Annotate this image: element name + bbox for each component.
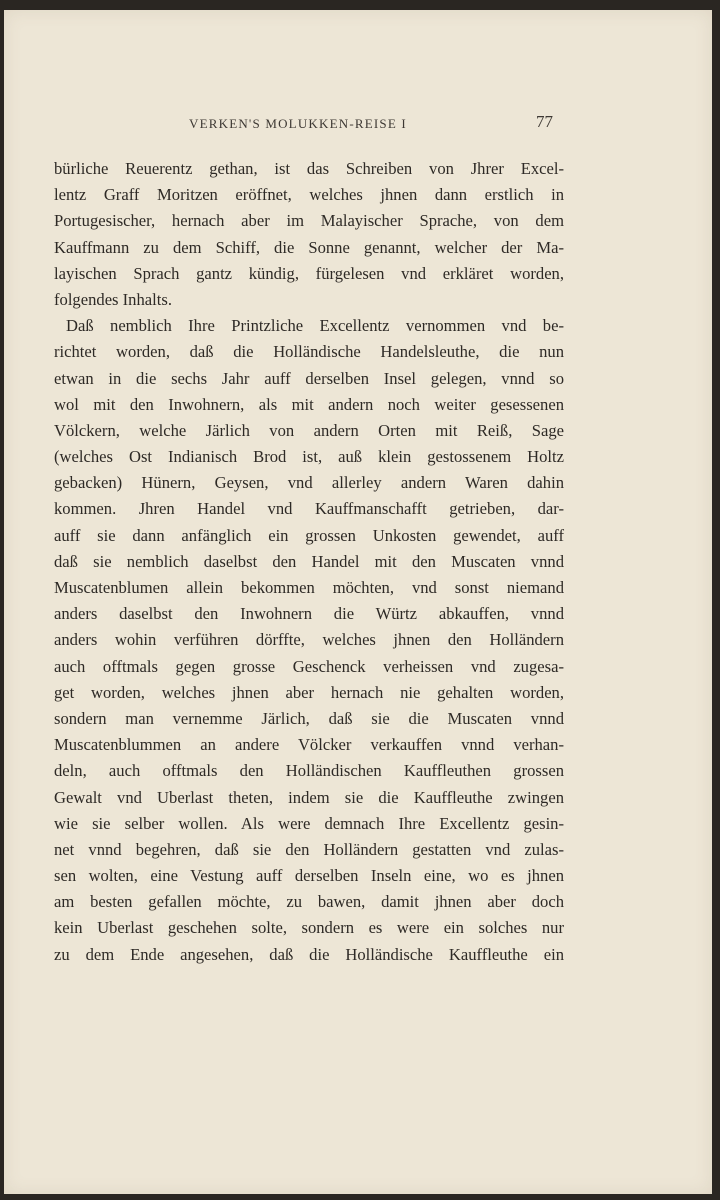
running-head [4, 106, 712, 130]
text-line: kommen. Jhren Handel vnd Kauffmanschafft getrieben, dar- [54, 499, 564, 519]
text-line: Gewalt vnd Uberlast theten, indem sie die Kauffleuthe zwingen [54, 787, 564, 807]
text-line: Muscatenblumen allein bekommen möchten, vnd sonst niemand [54, 578, 564, 597]
text-line: anders daselbst den Inwohnern die Würtz abkauffen, vnnd [54, 604, 564, 624]
running-title: VERKEN'S MOLUKKEN-REISE I [189, 116, 407, 131]
text-line: am besten gefallen möchte, zu bawen, damit jhnen aber doch [54, 892, 564, 912]
text-line: gebacken) Hünern, Geysen, vnd allerley andern Waren dahin [54, 473, 564, 493]
text-line: Muscatenblummen an andere Völcker verkauffen vnnd verhan- [54, 735, 564, 755]
text-line: net vnnd begehren, daß sie den Holländern gestatten vnd zulas- [54, 839, 564, 859]
text-line: (welches Ost Indianisch Brod ist, auß klein gestossenem Holtz [54, 447, 564, 467]
text-line: sondern man vernemme Järlich, daß sie die Muscaten vnnd [54, 708, 564, 728]
text-line: get worden, welches jhnen aber hernach nie gehalten worden, [54, 682, 564, 702]
text-line: folgendes Inhalts. [54, 289, 172, 309]
text-line: sen wolten, eine Vestung auff derselben Inseln eine, wo es jhnen [54, 866, 564, 886]
text-line: daß sie nemblich daselbst den Handel mit den Muscaten vnnd [54, 551, 564, 571]
text-line: lentz Graff Moritzen eröffnet, welches jhnen dann erstlich in [54, 185, 564, 205]
text-line: deln, auch offtmals den Holländischen Kauffleuthen grossen [54, 761, 564, 781]
page-number: 77 [536, 112, 553, 131]
text-line: Portugesischer, hernach aber im Malayischer Sprache, von dem [54, 211, 564, 231]
text-line: Kauffmann zu dem Schiff, die Sonne genannt, welcher der Ma- [54, 237, 564, 257]
book-page [4, 10, 712, 1194]
text-line: Völckern, welche Järlich von andern Orten mit Reiß, Sage [54, 420, 564, 440]
body-text [54, 156, 564, 968]
text-line: richtet worden, daß die Holländische Handelsleuthe, die nun [54, 342, 564, 362]
text-line: layischen Sprach gantz kündig, fürgelesen vnd erkläret worden, [54, 263, 564, 283]
text-line: anders wohin verführen dörffte, welches jhnen den Holländern [54, 630, 564, 650]
text-line: auch offtmals gegen grosse Geschenck verheissen vnd zugesa- [54, 656, 564, 676]
text-line: auff sie dann anfänglich ein grossen Unkosten gewendet, auff [54, 525, 564, 545]
text-line: wol mit den Inwohnern, als mit andern noch weiter gesessenen [54, 394, 564, 414]
text-line: bürliche Reuerentz gethan, ist das Schreiben von Jhrer Excel- [54, 159, 564, 178]
text-line: zu dem Ende angesehen, daß die Holländische Kauffleuthe ein [54, 944, 564, 964]
text-line: kein Uberlast geschehen solte, sondern es were ein solches nur [54, 918, 564, 938]
text-line: Daß nemblich Ihre Printzliche Excellentz vernommen vnd be- [66, 316, 564, 336]
text-line: etwan in die sechs Jahr auff derselben Insel gelegen, vnnd so [54, 368, 564, 388]
text-line: wie sie selber wollen. Als were demnach Ihre Excellentz gesin- [54, 813, 564, 833]
